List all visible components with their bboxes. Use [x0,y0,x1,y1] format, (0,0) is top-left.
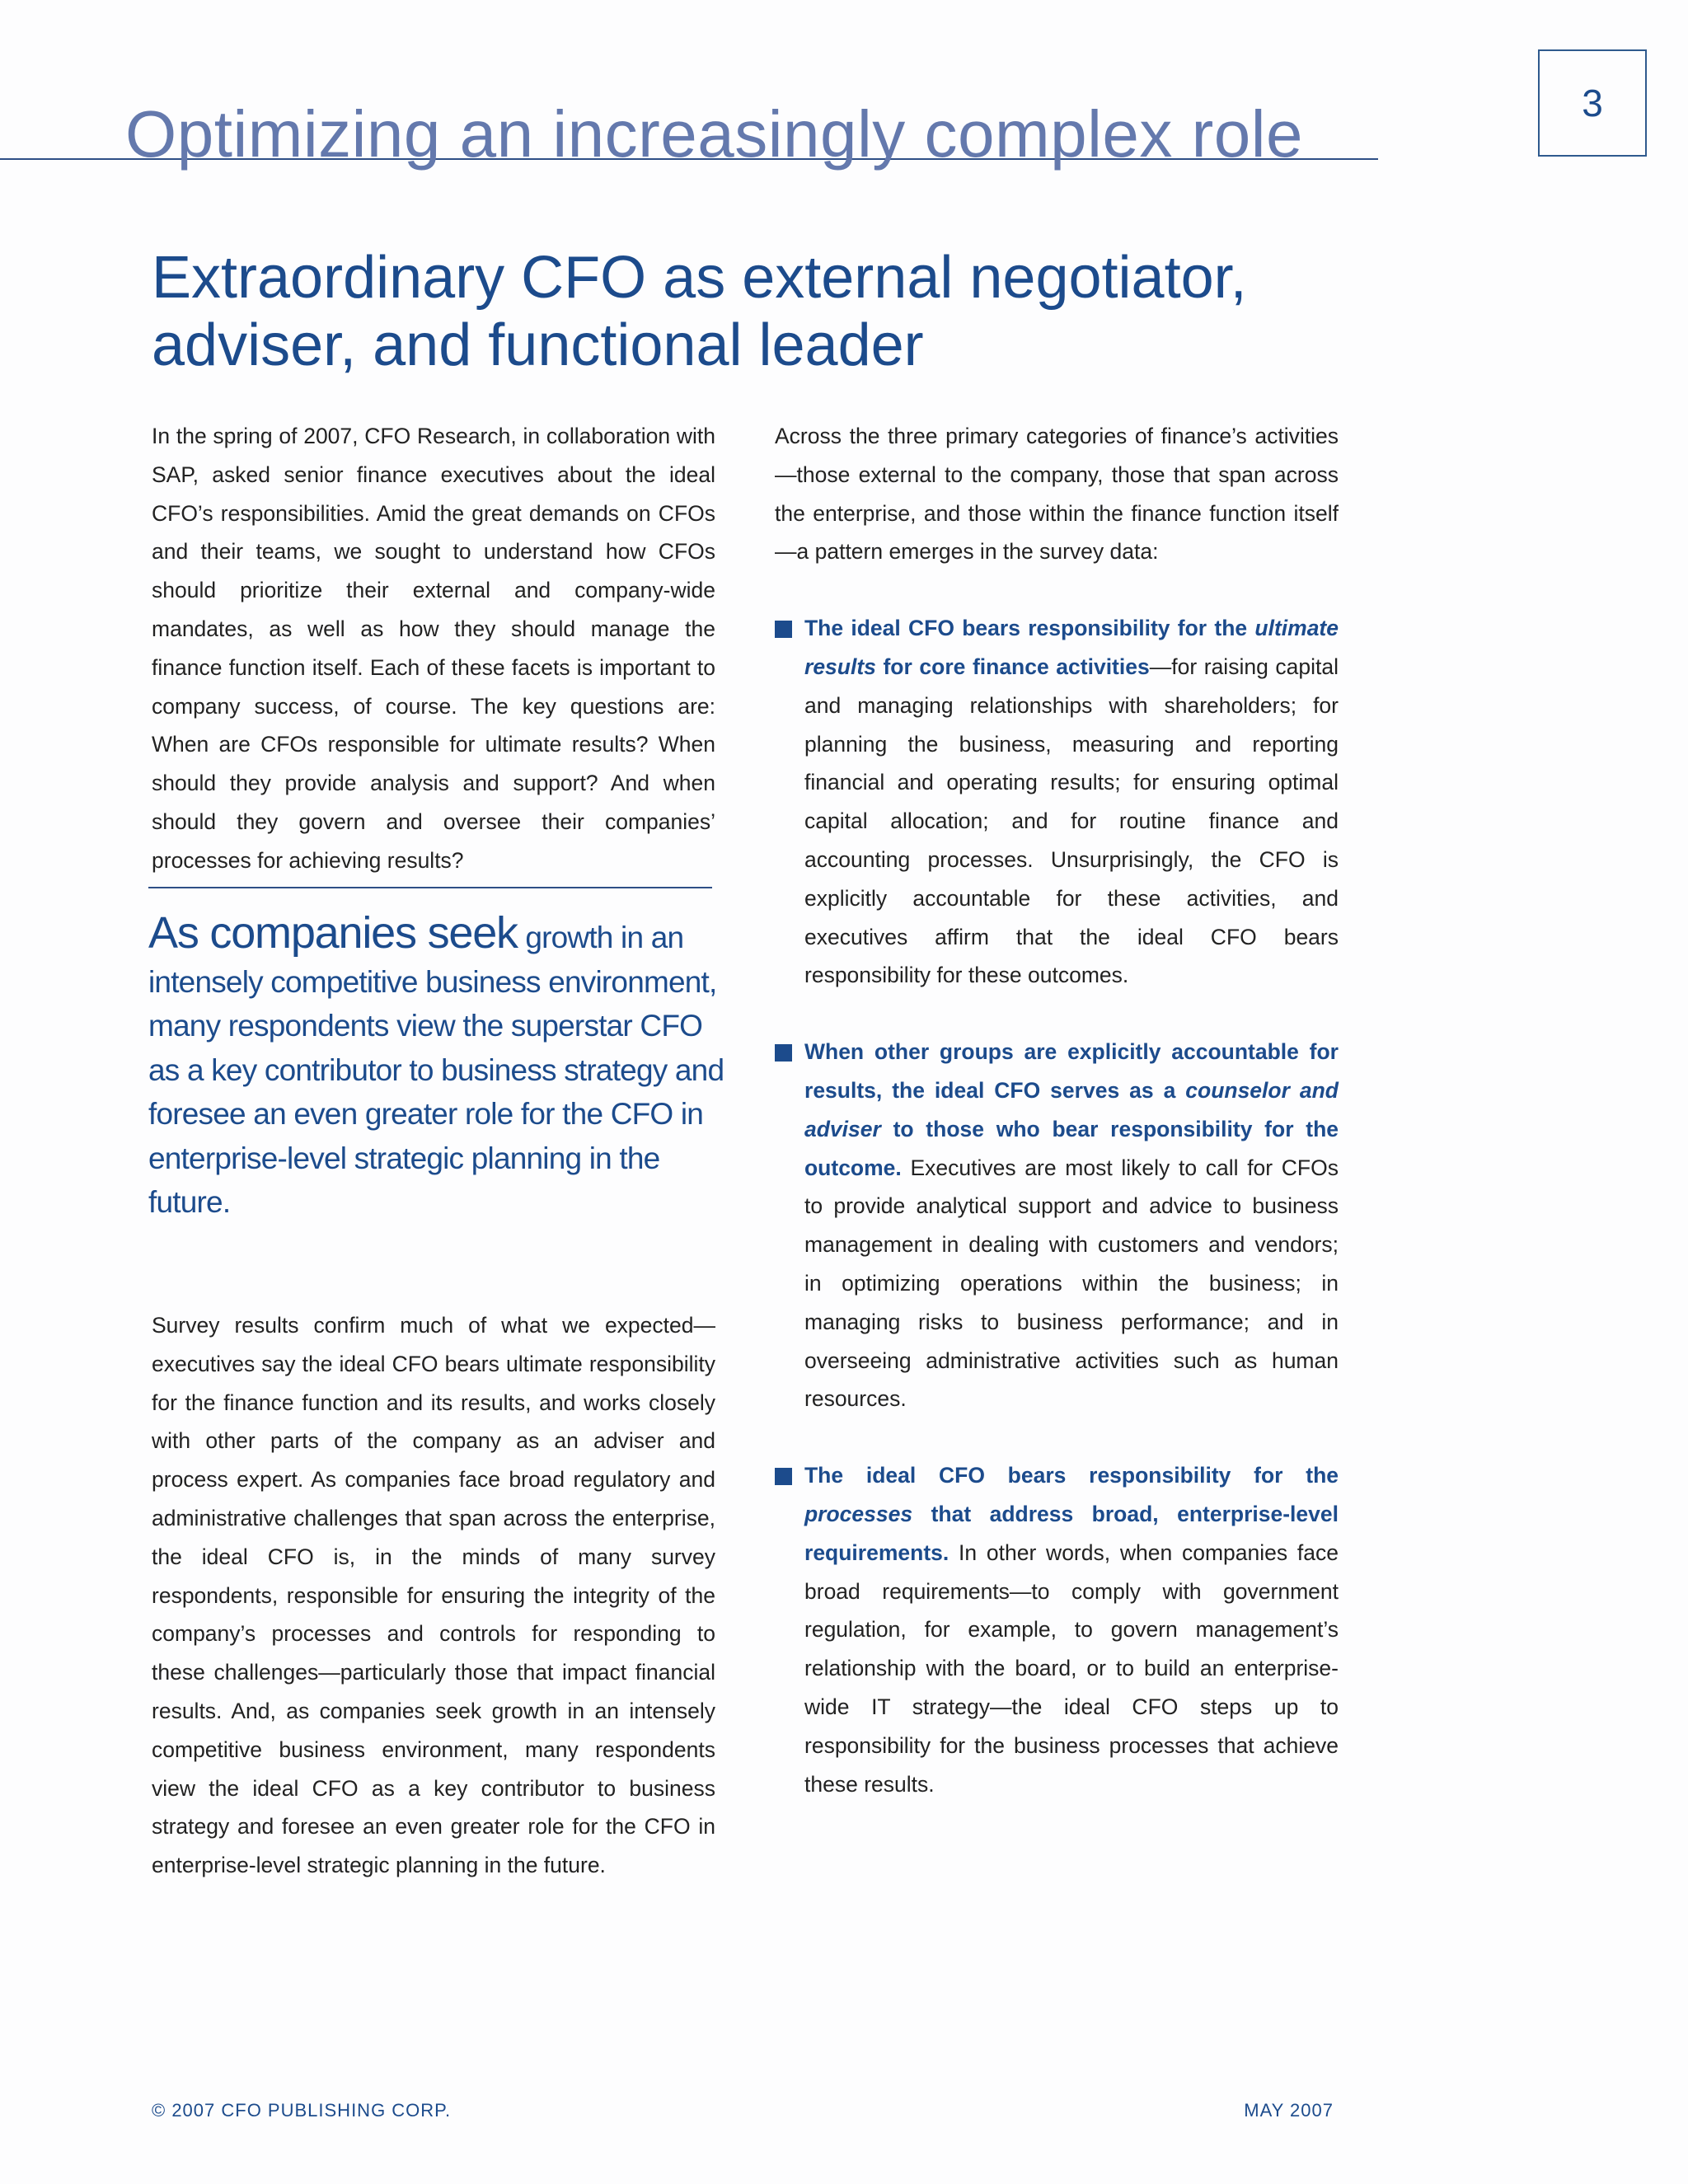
bullet-item-ultimate-results [775,609,1339,995]
bullet-square-icon [775,1044,792,1062]
bullet-body: In other words, when companies face broad requirements—to comply with government regulation, for example, to govern management’s relationship with the board, or to build an enterprise-wide IT strategy—the ideal CFO steps up to responsibility for the business processes that achieve these results. [804,1540,1339,1797]
survey-paragraph: Survey results confirm much of what we expected—executives say the ideal CFO bears ultimate responsibility for the finance function and its results, and works closely with other parts of the company as an adviser and process expert. As companies face broad regulatory and administrative challenges that span across the enterprise, the ideal CFO is, in the minds of many survey respondents, responsible for ensuring the integrity of the company’s processes and controls for responding to these challenges—particularly those that impact financial results. And, as companies seek growth in an intensely competitive business environment, many respondents view the ideal CFO as a key contributor to business strategy and foresee an even greater role for the CFO in enterprise-level strategic planning in the future. [152,1313,715,1878]
footer-copyright: © 2007 CFO PUBLISHING CORP. [152,2100,452,2121]
bullet-square-icon [775,1468,792,1485]
bullet-item-counselor-adviser [775,1033,1339,1418]
pull-quote-rule [148,887,712,888]
survey-section [152,1306,715,1885]
pull-quote-lead: As companies seek [148,908,518,958]
pull-quote-text: growth in an intensely competitive business environment, many respondents view the superstar CFO as a key contributor to business strategy and foresee an even greater role for the CFO in enterprise-level strategic planning in the future. [148,921,724,1219]
bullet-body: Executives are most likely to call for CFOs to provide analytical support and advice to business management in dealing with customers and vendors; in optimizing operations within the business; in managing risks to business performance; and in overseeing administrative activities such as human resources. [804,1155,1339,1412]
bullet-lead: The ideal CFO bears responsibility for the processes that address broad, enterprise-level requirements. [804,1463,1339,1565]
left-column [152,417,715,880]
article-headline: Extraordinary CFO as external negotiator, adviser, and functional leader [152,245,1247,378]
right-intro-paragraph: Across the three primary categories of finance’s activities —those external to the company, those that span across the enterprise, and those within the finance function itself—a pattern emerges in the survey data: [775,424,1339,565]
intro-paragraph: In the spring of 2007, CFO Research, in collaboration with SAP, asked senior finance executives about the ideal CFO’s responsibilities. Amid the great demands on CFOs and their teams, we sought to understand how CFOs should prioritize their external and company-wide mandates, as well as how they should manage the finance function itself. Each of these facets is important to company success, of course. The key questions are: When are CFOs responsible for ultimate results? When should they provide analysis and support? And when should they govern and oversee their companies’ processes for achieving results? [152,424,715,873]
bullet-square-icon [775,621,792,638]
pull-quote [148,908,734,1225]
section-title: Optimizing an increasingly complex role [125,97,1303,171]
bullet-lead: The ideal CFO bears responsibility for the ultimate results for core finance activities [804,616,1339,679]
bullet-text [804,1033,1339,1418]
bullet-text [804,1456,1339,1803]
bullet-text [804,609,1339,995]
page-number: 3 [1582,82,1603,124]
bullet-body: —for raising capital and managing relationships with shareholders; for planning the business, measuring and reporting financial and operating results; for ensuring optimal capital allocation; and for routine finance and accounting processes. Unsurprisingly, the CFO is explicitly accountable for these activities, and executives affirm that the ideal CFO bears responsibility for these outcomes. [804,654,1339,988]
bullet-lead: When other groups are explicitly accountable for results, the ideal CFO serves as a counselor and adviser to those who bear responsibility for the outcome. [804,1039,1339,1180]
right-column [775,417,1339,1803]
footer-date: MAY 2007 [1244,2100,1334,2121]
page-number-box [1538,49,1647,157]
bullet-item-processes [775,1456,1339,1803]
